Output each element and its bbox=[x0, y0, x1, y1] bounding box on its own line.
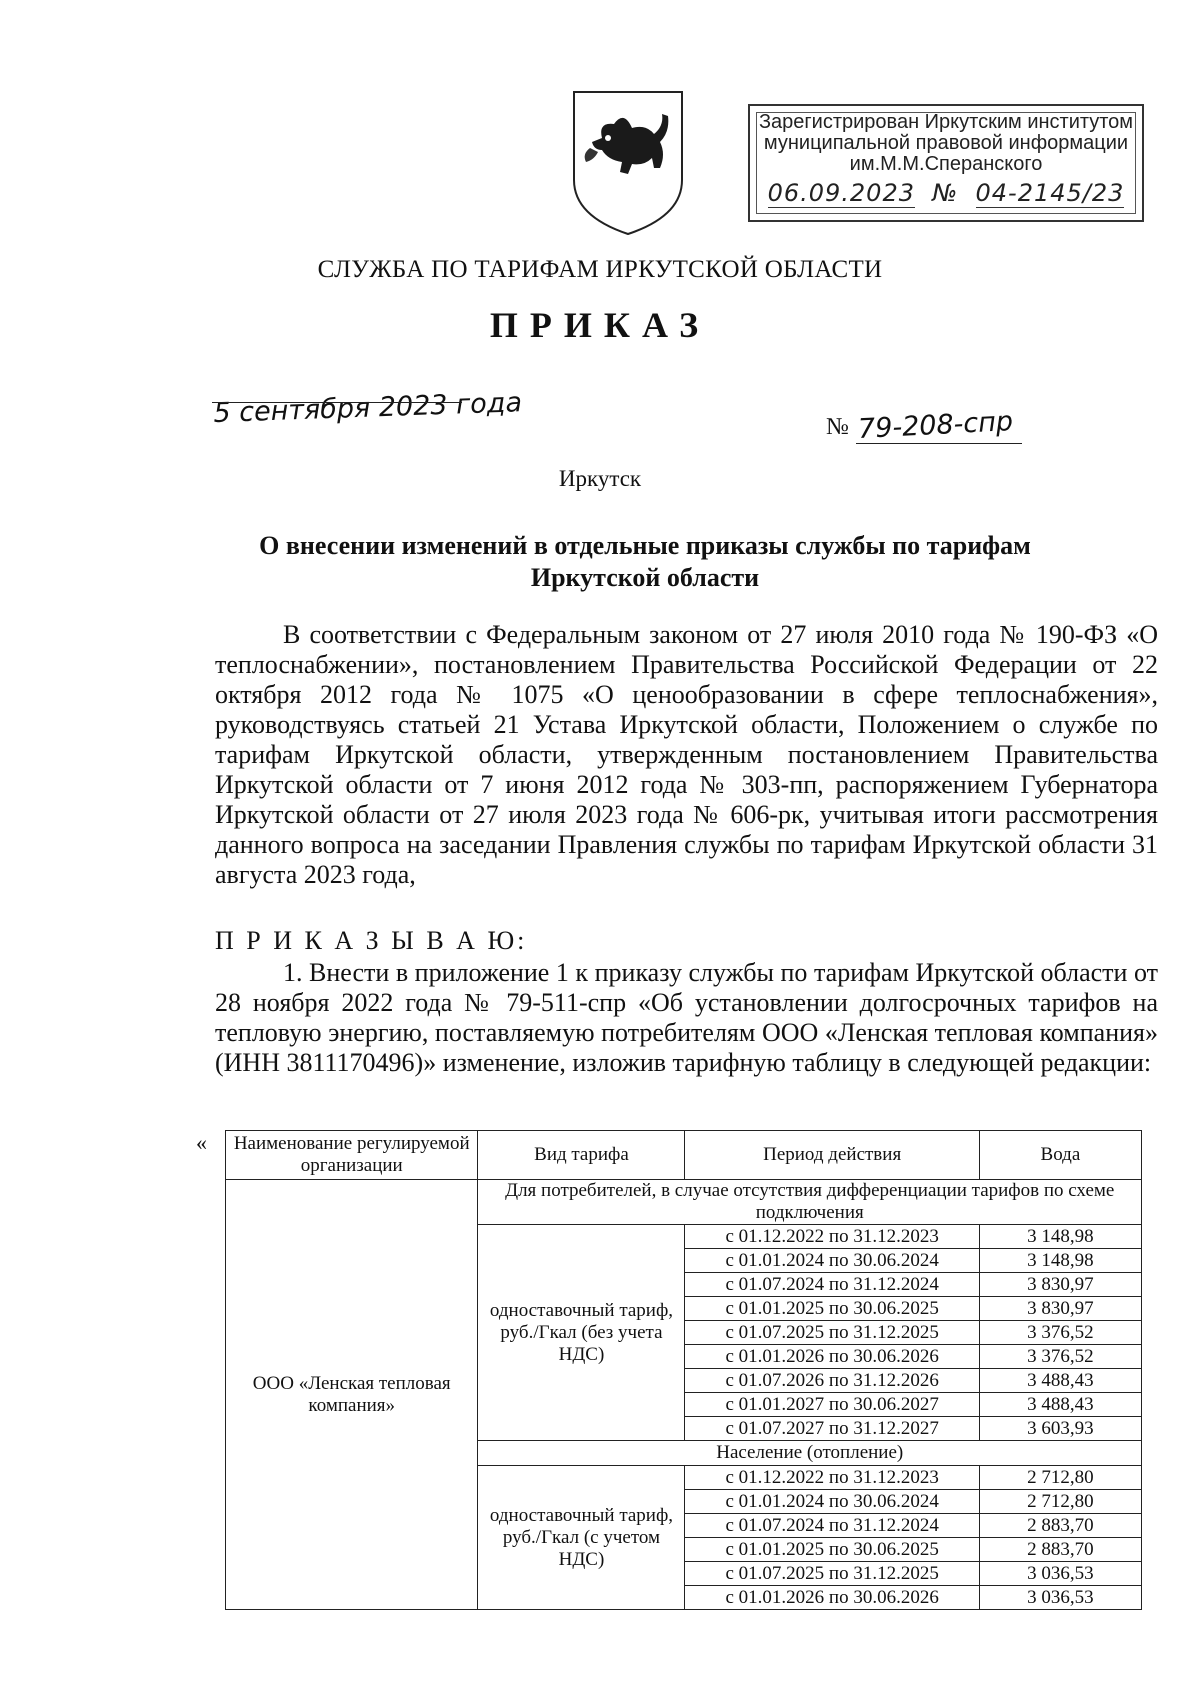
stamp-reg-date: 06.09.2023 bbox=[767, 179, 915, 207]
organization-name-cell: ООО «Ленская тепловая компания» bbox=[226, 1180, 478, 1610]
header-organization: Наименование регулируемой организации bbox=[226, 1131, 478, 1180]
tariff-type-cell: одноставочный тариф, руб./Гкал (без учета НДС) bbox=[478, 1225, 685, 1441]
water-tariff-cell: 3 036,53 bbox=[979, 1586, 1141, 1610]
registration-stamp bbox=[748, 104, 1144, 222]
date-underline bbox=[212, 402, 462, 403]
document-title: О внесении изменений в отдельные приказы службы по тарифам Иркутской области bbox=[259, 531, 1031, 592]
period-cell: с 01.01.2026 по 30.06.2026 bbox=[685, 1586, 979, 1610]
period-cell: с 01.12.2022 по 31.12.2023 bbox=[685, 1225, 979, 1249]
order-number-label: № bbox=[826, 414, 849, 440]
period-cell: с 01.07.2024 по 31.12.2024 bbox=[685, 1514, 979, 1538]
coat-of-arms-emblem bbox=[568, 88, 688, 238]
order-date: 5 сентября 2023 года bbox=[212, 387, 523, 429]
period-cell: с 01.01.2024 по 30.06.2024 bbox=[685, 1249, 979, 1273]
water-tariff-cell: 2 883,70 bbox=[979, 1514, 1141, 1538]
water-tariff-cell: 3 488,43 bbox=[979, 1393, 1141, 1417]
water-tariff-cell: 3 036,53 bbox=[979, 1562, 1141, 1586]
document-type: ПРИКАЗ bbox=[489, 305, 711, 345]
quote-mark: « bbox=[196, 1130, 207, 1155]
order-number: 79-208-спр bbox=[857, 405, 1014, 446]
water-tariff-cell: 3 376,52 bbox=[979, 1345, 1141, 1369]
period-cell: с 01.07.2025 по 31.12.2025 bbox=[685, 1562, 979, 1586]
stamp-reg-number: 04-2145/23 bbox=[975, 179, 1125, 207]
agency-name: СЛУЖБА ПО ТАРИФАМ ИРКУТСКОЙ ОБЛАСТИ bbox=[317, 256, 883, 283]
period-cell: с 01.01.2026 по 30.06.2026 bbox=[685, 1345, 979, 1369]
header-tariff-type: Вид тарифа bbox=[478, 1131, 685, 1180]
period-cell: с 01.07.2025 по 31.12.2025 bbox=[685, 1321, 979, 1345]
water-tariff-cell: 2 712,80 bbox=[979, 1490, 1141, 1514]
period-cell: с 01.01.2027 по 30.06.2027 bbox=[685, 1393, 979, 1417]
period-cell: с 01.07.2026 по 31.12.2026 bbox=[685, 1369, 979, 1393]
table-header-row bbox=[226, 1131, 1142, 1180]
water-tariff-cell: 2 712,80 bbox=[979, 1466, 1141, 1490]
water-tariff-cell: 3 376,52 bbox=[979, 1321, 1141, 1345]
table-section-row bbox=[226, 1180, 1142, 1225]
water-tariff-cell: 3 830,97 bbox=[979, 1297, 1141, 1321]
period-cell: с 01.07.2027 по 31.12.2027 bbox=[685, 1417, 979, 1441]
period-cell: с 01.12.2022 по 31.12.2023 bbox=[685, 1466, 979, 1490]
tariff-table bbox=[225, 1130, 1142, 1610]
stamp-line: Зарегистрирован Иркутским институтом bbox=[758, 111, 1134, 133]
stamp-registration bbox=[750, 179, 1142, 207]
water-tariff-cell: 3 830,97 bbox=[979, 1273, 1141, 1297]
header-water: Вода bbox=[979, 1131, 1141, 1180]
number-underline bbox=[856, 443, 1022, 444]
preamble-paragraph: В соответствии с Федеральным законом от 27 июля 2010 года № 190-ФЗ «О теплоснабжении», постановлением Правительства Российской Федерации от 22 октября 2012 года № 1075 «О ценообразовании в сфере теплоснабжения», руководствуясь статьей 21 Устава Иркутской области, Положением о службе по тарифам Иркутской области, утвержденным постановлением Правительства Иркутской области от 7 июня 2012 года № 303-пп, распоряжением Губернатора Иркутской области от 27 июля 2023 года № 606-рк, учитывая итоги рассмотрения данного вопроса на заседании Правления службы по тарифам Иркутской области 31 августа 2023 года, bbox=[215, 620, 1158, 889]
order-word: П Р И К А З Ы В А Ю: bbox=[215, 926, 528, 955]
period-cell: с 01.01.2024 по 30.06.2024 bbox=[685, 1490, 979, 1514]
stamp-line: муниципальной правовой информации bbox=[763, 132, 1129, 154]
tariff-type-cell: одноставочный тариф, руб./Гкал (с учетом НДС) bbox=[478, 1466, 685, 1610]
period-cell: с 01.01.2025 по 30.06.2025 bbox=[685, 1297, 979, 1321]
period-cell: с 01.01.2025 по 30.06.2025 bbox=[685, 1538, 979, 1562]
water-tariff-cell: 2 883,70 bbox=[979, 1538, 1141, 1562]
water-tariff-cell: 3 148,98 bbox=[979, 1249, 1141, 1273]
header-period: Период действия bbox=[685, 1131, 979, 1180]
stamp-line: им.М.М.Сперанского bbox=[849, 153, 1043, 175]
water-tariff-cell: 3 488,43 bbox=[979, 1369, 1141, 1393]
city: Иркутск bbox=[558, 466, 642, 491]
section-title-cell: Для потребителей, в случае отсутствия дифференциации тарифов по схеме подключения bbox=[478, 1180, 1142, 1225]
stamp-reg-no-label: № bbox=[932, 179, 959, 207]
order-item-1: 1. Внести в приложение 1 к приказу службы по тарифам Иркутской области от 28 ноября 2022 года № 79-511-спр «Об установлении долгосрочных тарифов на тепловую энергию, поставляемую потребителям ООО «Ленская тепловая компания» (ИНН 3811170496)» изменение, изложив тарифную таблицу в следующей редакции: bbox=[215, 958, 1158, 1077]
water-tariff-cell: 3 603,93 bbox=[979, 1417, 1141, 1441]
water-tariff-cell: 3 148,98 bbox=[979, 1225, 1141, 1249]
section-title-cell: Население (отопление) bbox=[478, 1441, 1142, 1466]
period-cell: с 01.07.2024 по 31.12.2024 bbox=[685, 1273, 979, 1297]
